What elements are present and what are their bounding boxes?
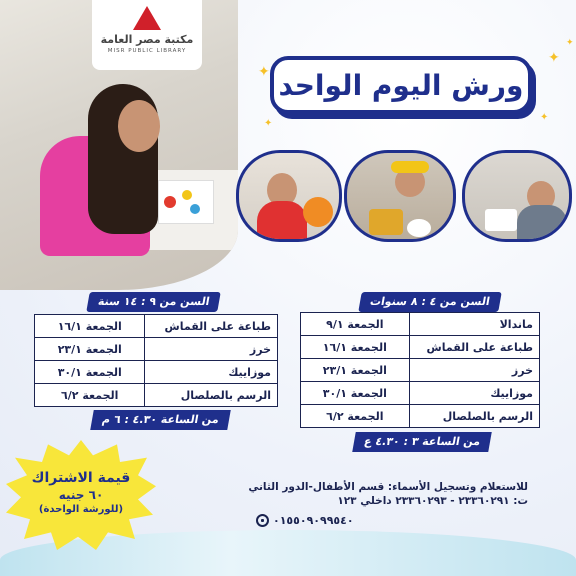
contact-info	[246, 480, 528, 508]
time-badge-9-14: من الساعة ٤.٣٠ : ٦ م	[90, 410, 230, 430]
photo-kid-crown	[391, 161, 429, 173]
logo-name-en: MISR PUBLIC LIBRARY	[107, 48, 187, 54]
table-row	[301, 336, 540, 359]
table-row	[301, 405, 540, 428]
activity-cell: طباعة على القماش	[409, 336, 539, 359]
activity-cell: خرز	[145, 338, 278, 361]
activity-cell: موزاييك	[409, 382, 539, 405]
library-logo	[92, 0, 202, 70]
table-row	[301, 313, 540, 336]
star-icon: ✦	[264, 118, 273, 129]
whatsapp-icon	[256, 514, 269, 527]
table-row	[35, 361, 278, 384]
table-row	[35, 384, 278, 407]
fee-amount: ٦٠ جنيه	[58, 488, 104, 502]
logo-name-ar: مكتبة مصر العامة	[100, 33, 194, 46]
day-cell: الجمعة ٢٣/١	[35, 338, 145, 361]
title-box	[270, 56, 532, 114]
day-cell: الجمعة ٢٣/١	[301, 359, 410, 382]
activity-cell: الرسم بالصلصال	[409, 405, 539, 428]
photo-craft	[303, 197, 333, 227]
photo-paint	[182, 190, 192, 200]
star-icon: ✦	[258, 64, 270, 80]
logo-triangle-icon	[133, 6, 161, 30]
photo-paint	[190, 204, 200, 214]
age-badge-9-14: السن من ٩ : ١٤ سنة	[86, 292, 221, 312]
schedule-table-4-8	[300, 312, 540, 428]
day-cell: الجمعة ١٦/١	[301, 336, 410, 359]
table-row	[301, 382, 540, 405]
schedule-table-9-14	[34, 314, 278, 407]
table-row	[301, 359, 540, 382]
contact-line-2: ت: ٢٣٣٦٠٢٩١ - ٢٣٣٦٠٢٩٣ داخلي ١٢٣	[337, 495, 528, 507]
time-badge-4-8: من الساعة ٣ : ٤.٣٠ ع	[352, 432, 492, 452]
day-cell: الجمعة ١٦/١	[35, 315, 145, 338]
whatsapp-number: ٠١٥٥٠٩٠٩٩٥٤٠	[273, 514, 354, 527]
photo-craft	[407, 219, 431, 237]
photo-paint	[164, 196, 176, 208]
activity-cell: الرسم بالصلصال	[145, 384, 278, 407]
day-cell: الجمعة ٩/١	[301, 313, 410, 336]
activity-cell: طباعة على القماش	[145, 315, 278, 338]
day-cell: الجمعة ٣٠/١	[35, 361, 145, 384]
star-icon: ✦	[566, 38, 574, 48]
photo-kid-crafting-1	[236, 150, 342, 242]
age-badge-4-8: السن من ٤ : ٨ سنوات	[358, 292, 501, 312]
fee-text	[22, 470, 140, 515]
day-cell: الجمعة ٣٠/١	[301, 382, 410, 405]
photo-kid-crafting-2	[344, 150, 456, 242]
activity-cell: موزاييك	[145, 361, 278, 384]
day-cell: الجمعة ٦/٢	[35, 384, 145, 407]
fee-burst	[6, 440, 156, 550]
fee-label: قيمة الاشتراك	[31, 470, 131, 486]
photo-girl-face	[118, 100, 160, 152]
photo-kid-shirt	[257, 201, 307, 241]
whatsapp-row	[256, 514, 354, 527]
day-cell: الجمعة ٦/٢	[301, 405, 410, 428]
photo-craft	[369, 209, 403, 235]
star-icon: ✦	[548, 50, 560, 66]
activity-cell: ماندالا	[409, 313, 539, 336]
contact-line-1: للاستعلام وتسجيل الأسماء: قسم الأطفال-الدور الثاني	[248, 481, 528, 493]
photo-kid-shirt	[517, 205, 567, 241]
fee-note: (للورشة الواحدة)	[38, 504, 124, 515]
page-title: ورش اليوم الواحد	[278, 68, 524, 102]
photo-craft	[485, 209, 517, 231]
star-icon: ✦	[540, 112, 549, 123]
photo-kid-crafting-3	[462, 150, 572, 242]
table-row	[35, 338, 278, 361]
table-row	[35, 315, 278, 338]
activity-cell: خرز	[409, 359, 539, 382]
